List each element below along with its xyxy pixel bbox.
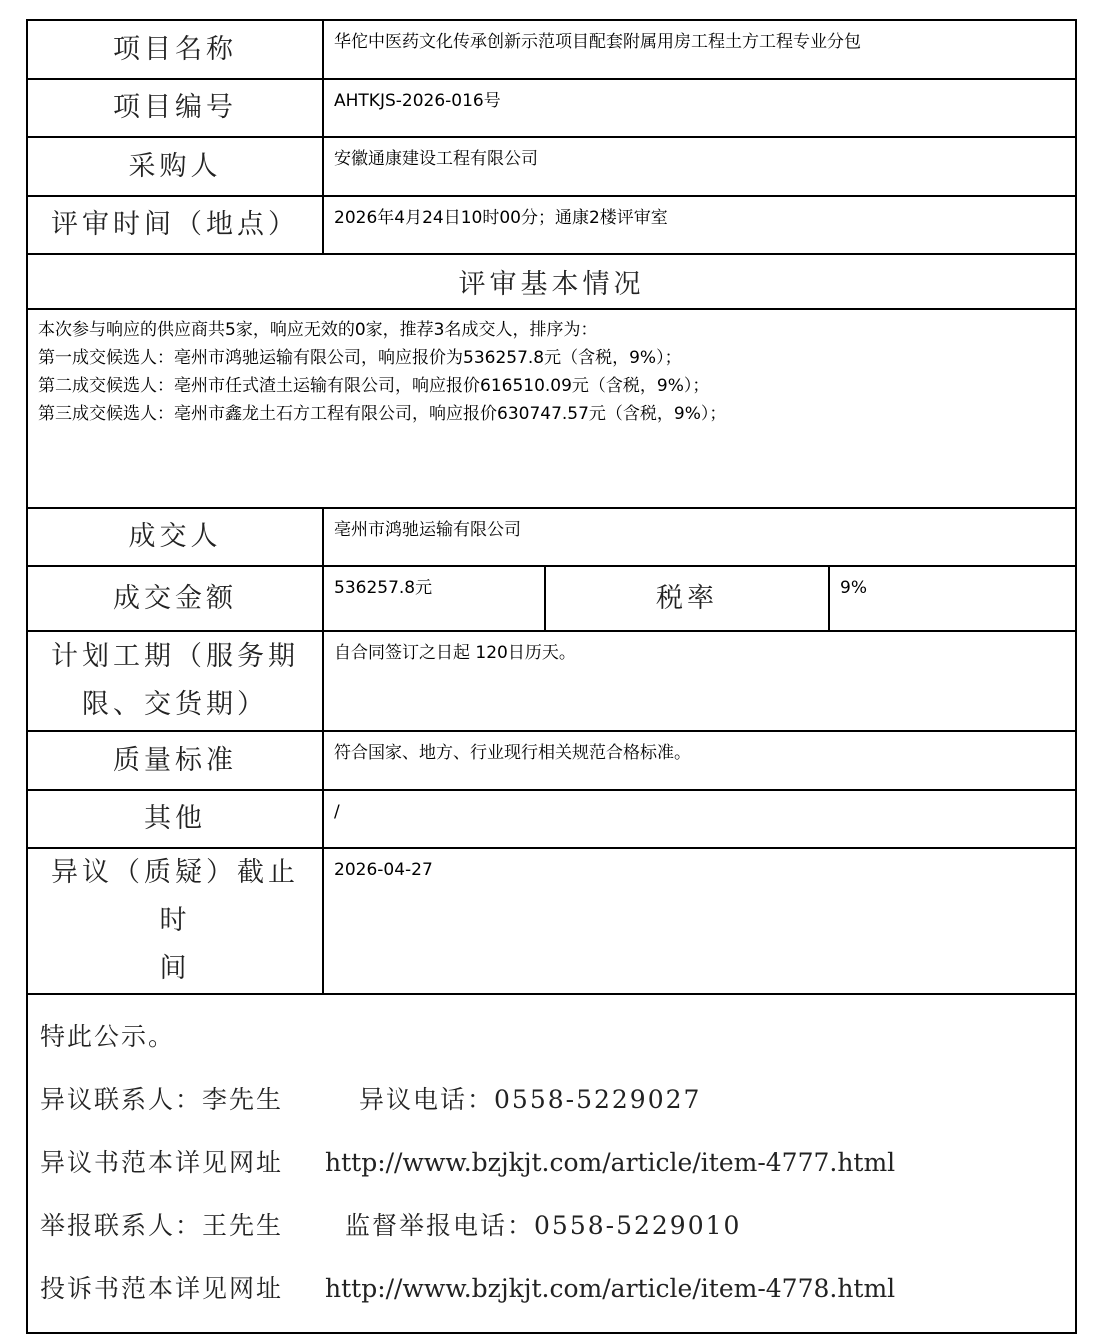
review-heading: 评审基本情况 xyxy=(27,254,1076,309)
row-project-number xyxy=(27,79,1076,137)
winner-value: 亳州市鸿驰运输有限公司 xyxy=(323,508,1076,566)
period-label-line: 计划工期（服务期 xyxy=(51,641,299,672)
report-contact: 举报联系人：王先生 xyxy=(40,1211,284,1240)
row-period xyxy=(27,631,1076,731)
objection-phone: 异议电话：0558-5229027 xyxy=(359,1085,702,1114)
tax-rate-label: 税率 xyxy=(545,566,829,631)
notice-block xyxy=(27,994,1076,1333)
review-line: 第二成交候选人：亳州市任式渣土运输有限公司，响应报价616510.09元（含税，9%）； xyxy=(38,376,710,396)
winner-label: 成交人 xyxy=(27,508,323,566)
notice-complaint-form-line xyxy=(40,1269,1063,1332)
announcement-table xyxy=(26,19,1077,1334)
purchaser-label: 采购人 xyxy=(27,137,323,196)
complaint-form-url[interactable]: http://www.bzjkjt.com/article/item-4778.html xyxy=(325,1274,896,1303)
announcement-sheet xyxy=(26,19,1075,1303)
notice-objection-form-line xyxy=(40,1143,1063,1206)
review-line: 第三成交候选人：亳州市鑫龙土石方工程有限公司，响应报价630747.57元（含税，9%）； xyxy=(38,404,727,424)
notice-announce: 特此公示。 xyxy=(40,1022,176,1051)
objection-form-label: 异议书范本详见网址 xyxy=(40,1148,284,1177)
other-value: / xyxy=(323,790,1076,848)
objection-form-url[interactable]: http://www.bzjkjt.com/article/item-4777.html xyxy=(325,1148,896,1177)
row-purchaser xyxy=(27,137,1076,196)
row-review-time xyxy=(27,196,1076,254)
review-line: 本次参与响应的供应商共5家，响应无效的0家，推荐3名成交人，排序为： xyxy=(38,320,598,340)
objection-deadline-value: 2026-04-27 xyxy=(323,848,1076,994)
other-label: 其他 xyxy=(27,790,323,848)
complaint-form-label: 投诉书范本详见网址 xyxy=(40,1274,284,1303)
objection-deadline-label-line: 异议（质疑）截止时 xyxy=(51,857,299,936)
row-notice xyxy=(27,994,1076,1333)
review-time-value: 2026年4月24日10时00分；通康2楼评审室 xyxy=(323,196,1076,254)
objection-contact: 异议联系人：李先生 xyxy=(40,1085,284,1114)
quality-label: 质量标准 xyxy=(27,731,323,790)
project-number-label: 项目编号 xyxy=(27,79,323,137)
row-quality xyxy=(27,731,1076,790)
period-label-line: 限、交货期） xyxy=(82,689,268,720)
row-winner xyxy=(27,508,1076,566)
objection-deadline-label-line: 间 xyxy=(159,953,191,984)
objection-deadline-label xyxy=(27,848,323,994)
row-other xyxy=(27,790,1076,848)
amount-label: 成交金额 xyxy=(27,566,323,631)
review-details xyxy=(27,309,1076,508)
project-name-label: 项目名称 xyxy=(27,20,323,79)
notice-report-line xyxy=(40,1206,1063,1269)
row-review-heading xyxy=(27,254,1076,309)
quality-value: 符合国家、地方、行业现行相关规范合格标准。 xyxy=(323,731,1076,790)
project-name-value: 华佗中医药文化传承创新示范项目配套附属用房工程土方工程专业分包 xyxy=(323,20,1076,79)
row-review-details xyxy=(27,309,1076,508)
period-label xyxy=(27,631,323,731)
tax-rate-value: 9% xyxy=(829,566,1076,631)
amount-value: 536257.8元 xyxy=(323,566,545,631)
report-phone: 监督举报电话：0558-5229010 xyxy=(345,1211,742,1240)
review-line: 第一成交候选人：亳州市鸿驰运输有限公司，响应报价为536257.8元（含税，9%）； xyxy=(38,348,682,368)
review-time-label: 评审时间（地点） xyxy=(27,196,323,254)
notice-objection-line xyxy=(40,1080,1063,1143)
row-project-name xyxy=(27,20,1076,79)
row-amount xyxy=(27,566,1076,631)
row-objection-deadline xyxy=(27,848,1076,994)
purchaser-value: 安徽通康建设工程有限公司 xyxy=(323,137,1076,196)
project-number-value: AHTKJS-2026-016号 xyxy=(323,79,1076,137)
period-value: 自合同签订之日起 120日历天。 xyxy=(323,631,1076,731)
